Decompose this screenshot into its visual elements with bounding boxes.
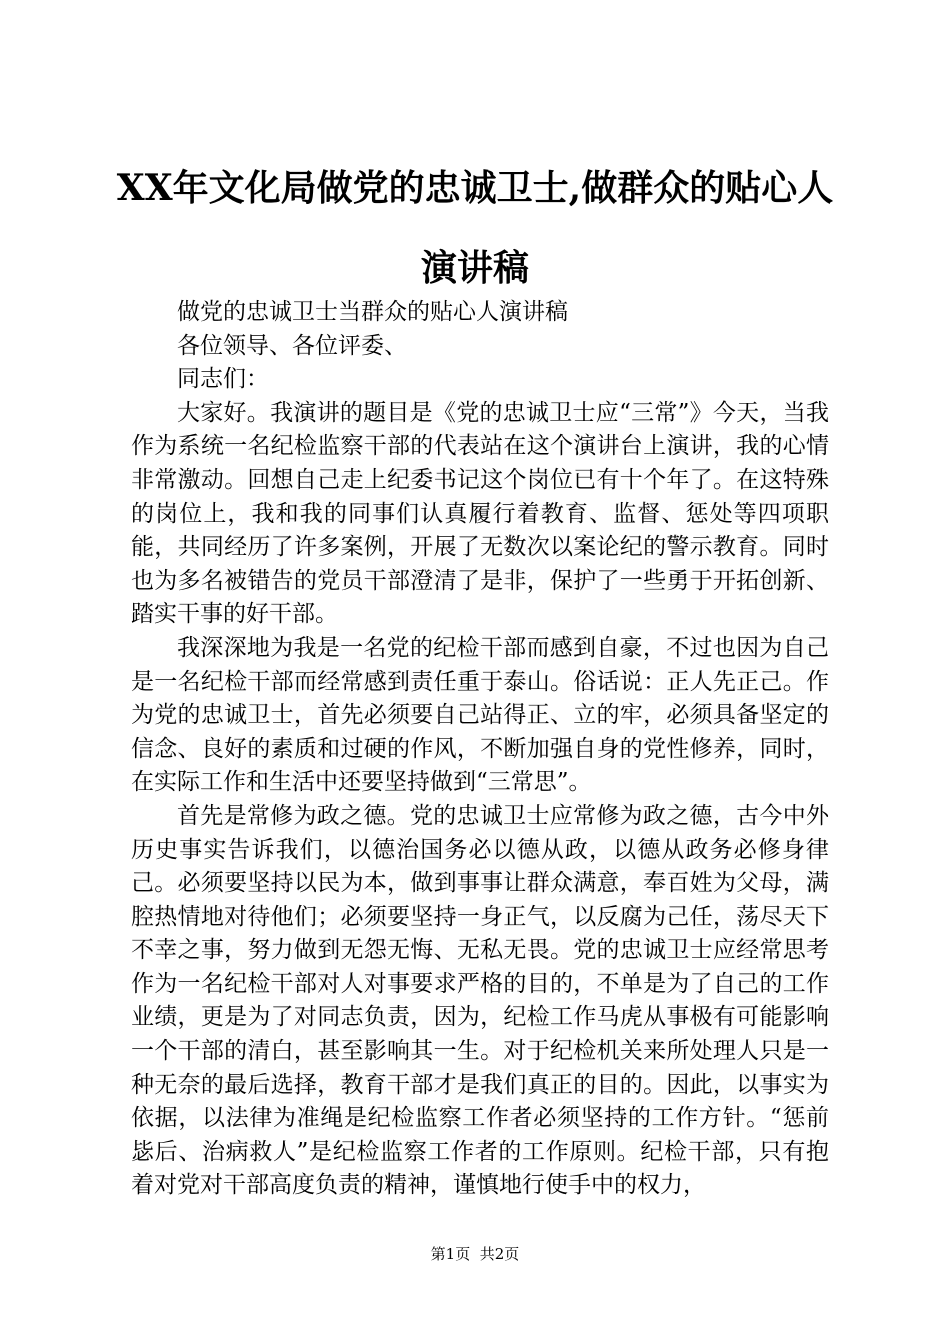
- document-title-line-1: XX年文化局做党的忠诚卫士,做群众的贴心人: [116, 167, 834, 209]
- document-body: [131, 296, 829, 1203]
- page-footer: [0, 1244, 950, 1264]
- body-paragraph: 我深深地为我是一名党的纪检干部而感到自豪，不过也因为自己是一名纪检干部而经常感到责任重于泰山。俗话说：正人先正己。作为党的忠诚卫士，首先必须要自己站得正、立的牢，必须具备坚定的信念、良好的素质和过硬的作风，不断加强自身的党性修养，同时，在实际工作和生活中还要坚持做到“三常思”。: [131, 634, 829, 796]
- body-paragraph: 首先是常修为政之德。党的忠诚卫士应常修为政之德，古今中外历史事实告诉我们，以德治国务必以德从政，以德从政务必修身律己。必须要坚持以民为本，做到事事让群众满意，奉百姓为父母，满腔热情地对待他们；必须要坚持一身正气，以反腐为己任，荡尽天下不幸之事，努力做到无怨无悔、无私无畏。党的忠诚卫士应经常思考作为一名纪检干部对人对事要求严格的目的，不单是为了自己的工作业绩，更是为了对同志负责，因为，纪检工作马虎从事极有可能影响一个干部的清白，甚至影响其一生。对于纪检机关来所处理人只是一种无奈的最后选择，教育干部才是我们真正的目的。因此，以事实为依据，以法律为准绳是纪检监察工作者必须坚持的工作方针。“惩前毖后、治病救人”是纪检监察工作者的工作原则。纪检干部，只有抱着对党对干部高度负责的精神，谨慎地行使手中的权力，: [131, 802, 829, 1199]
- body-paragraph: 大家好。我演讲的题目是《党的忠诚卫士应“三常”》今天，当我作为系统一名纪检监察干部的代表站在这个演讲台上演讲，我的心情非常激动。回想自己走上纪委书记这个岗位已有十个年了。在这特殊的岗位上，我和我的同事们认真履行着教育、监督、惩处等四项职能，共同经历了许多案例，开展了无数次以案论纪的警示教育。同时也为多名被错告的党员干部澄清了是非，保护了一些勇于开拓创新、踏实干事的好干部。: [131, 399, 829, 628]
- document-title-line-2: 演讲稿: [420, 247, 529, 289]
- body-paragraph-salutation-2: 同志们：: [177, 366, 269, 393]
- page-number-current: 第1页: [430, 1245, 471, 1263]
- page-number-total: 共2页: [479, 1245, 520, 1263]
- body-paragraph-subtitle: 做党的忠诚卫士当群众的贴心人演讲稿: [177, 299, 568, 325]
- body-paragraph-salutation-1: 各位领导、各位评委、: [177, 332, 407, 359]
